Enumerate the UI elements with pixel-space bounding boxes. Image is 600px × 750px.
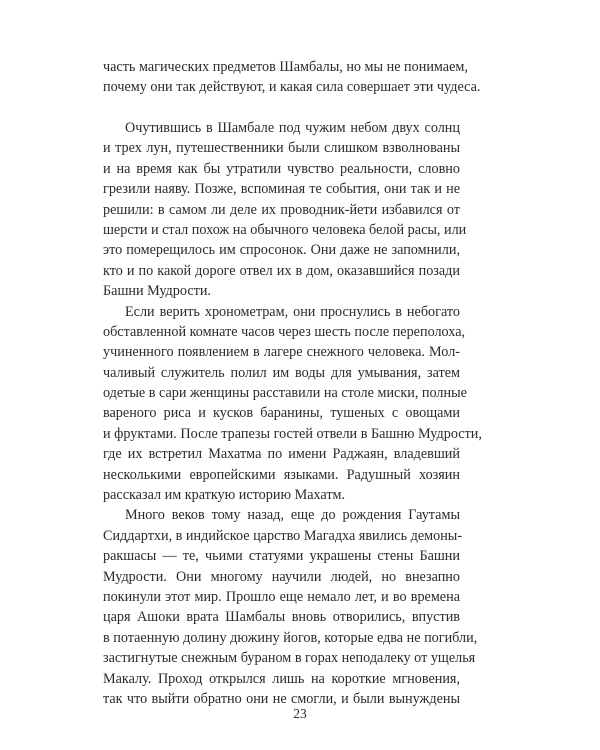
text-line: и трех лун, путешественники были слишком взволнованы	[103, 140, 460, 157]
text-line: часть магических предметов Шамбалы, но мы не понимаем,	[103, 59, 468, 75]
text-line: почему они так действуют, и какая сила совершает эти чудеса.	[103, 79, 481, 96]
text-line: Мудрости. Они многому научили людей, но внезапно	[103, 568, 460, 585]
text-line: царя Ашоки врата Шамбалы вновь отворились, впустив	[103, 609, 460, 626]
text-line: Макалу. Проход открылся лишь на короткие мгновения,	[103, 670, 460, 687]
text-line: ракшасы — те, чьими статуями украшены стены Башни	[103, 548, 460, 565]
text-line: обставленной комнате часов через шесть после переполоха,	[103, 323, 466, 340]
text-line: это померещилось им спросонок. Они даже не запомнили,	[103, 242, 460, 259]
text-line: чаливый служитель полил им воды для умывания, затем	[103, 364, 460, 381]
text-line: покинули этот мир. Прошло еще немало лет, и во времена	[103, 588, 460, 605]
text-line: рассказал им краткую историю Махатм.	[103, 487, 346, 504]
page-number: 23	[293, 706, 307, 721]
text-line: и на время как бы утратили чувство реальности, словно	[103, 160, 460, 177]
text-line: грезили наяву. Позже, вспоминая те события, они так и не	[103, 181, 460, 198]
text-line: кто и по какой дороге отвел их в дом, оказавшийся позади	[103, 262, 460, 279]
text-line: где их встретил Махатма по имени Раджаян, владевший	[103, 446, 460, 463]
text-line: Очутившись в Шамбале под чужим небом двух солнц	[125, 120, 460, 136]
text-line: вареного риса и кусков баранины, тушеных с овощами	[103, 405, 460, 422]
text-line: застигнутые снежным бураном в горах неподалеку от ущелья	[103, 650, 476, 667]
text-line: Сиддартхи, в индийское царство Магадха явились демоны-	[103, 527, 463, 544]
text-line: так что выйти обратно они не смогли, и были вынуждены	[103, 690, 460, 707]
text-line: несколькими европейскими языками. Радушный хозяин	[103, 466, 460, 483]
text-line: в потаенную долину дюжину йогов, которые едва не погибли,	[103, 629, 478, 646]
paragraph-continuation	[103, 57, 481, 98]
text-line: Много веков тому назад, еще до рождения Гаутамы	[125, 507, 460, 524]
text-line: решили: в самом ли деле их проводник-йети избавился от	[103, 201, 460, 218]
text-line: и фруктами. После трапезы гостей отвели в Башню Мудрости,	[103, 425, 482, 442]
text-line: одетые в сари женщины расставили на столе миски, полные	[103, 385, 467, 402]
text-line: шерсти и стал похож на обычного человека белой расы, или	[103, 221, 467, 238]
text-line: учиненного появлением в лагере снежного человека. Мол-	[103, 344, 460, 361]
text-line: Башни Мудрости.	[103, 283, 211, 300]
text-line: Если верить хронометрам, они проснулись в небогато	[125, 303, 460, 320]
main-text	[103, 118, 482, 709]
